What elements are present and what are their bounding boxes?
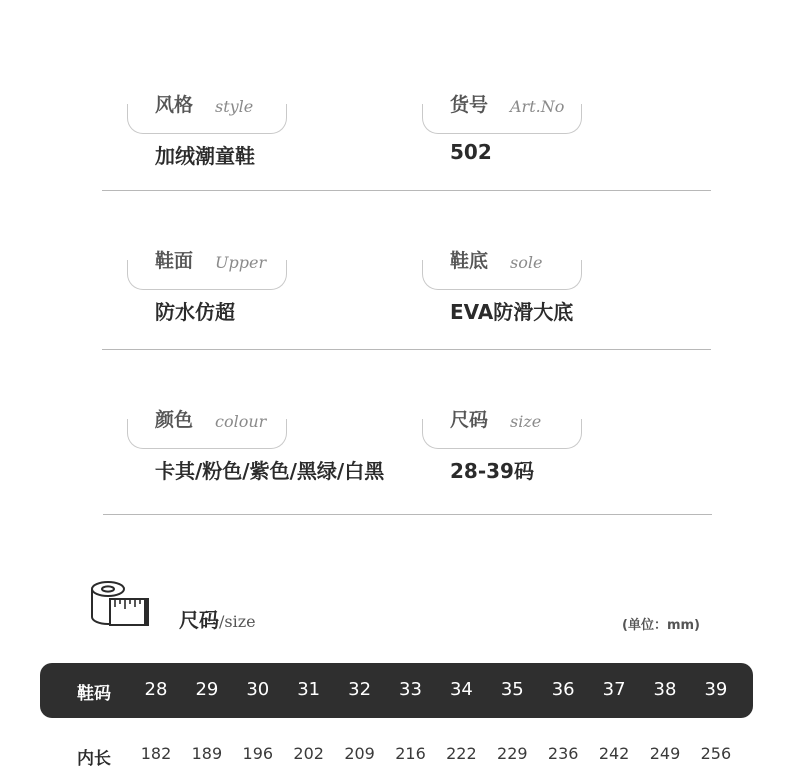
size-cell: 34 [449,679,473,700]
spec-label-en: size [510,412,542,431]
spec-value: 加绒潮童鞋 [155,144,255,168]
size-cell: 32 [348,679,372,700]
size-cell: 35 [500,679,524,700]
measuring-tape-icon [90,579,152,629]
size-title-en: /size [219,612,256,631]
size-cell: 37 [602,679,626,700]
size-title-cn: 尺码 [179,608,219,632]
length-row [40,744,753,770]
length-cell: 222 [446,744,477,763]
size-cell: 31 [297,679,321,700]
spec-label-cn: 风格 [155,94,194,116]
spec-label-cn: 鞋底 [450,250,489,272]
size-cell: 28 [144,679,168,700]
label-pill [422,419,582,449]
length-row-header: 内长 [77,749,111,769]
size-cell: 39 [704,679,728,700]
size-cell: 30 [246,679,270,700]
size-row-header: 鞋码 [77,684,111,704]
spec-label-cn: 颜色 [155,409,194,431]
length-cell: 242 [598,744,630,763]
label-pill [127,104,287,134]
length-cell: 196 [242,744,274,763]
spec-label-en: sole [510,253,543,272]
size-cell: 36 [551,679,575,700]
spec-label-en: colour [215,412,267,431]
length-cell: 209 [344,744,375,763]
size-cell: 29 [195,679,219,700]
spec-value: 卡其/粉色/紫色/黑绿/白黑 [155,459,385,483]
divider [102,190,711,191]
length-cell: 216 [395,744,426,763]
size-cell: 38 [653,679,677,700]
label-pill [422,260,582,290]
divider [103,514,712,515]
spec-value: EVA防滑大底 [450,300,574,324]
unit-label: (单位：mm) [622,618,700,633]
divider [102,349,711,350]
length-cell: 256 [700,744,732,763]
spec-label-cn: 鞋面 [155,250,194,272]
length-cell: 236 [547,744,579,763]
spec-label-en: Upper [215,253,267,272]
length-cell: 229 [497,744,528,763]
spec-value: 防水仿超 [155,300,235,324]
length-cell: 249 [649,744,681,763]
spec-value: 502 [450,140,492,164]
size-cell: 33 [399,679,422,700]
spec-label-cn: 货号 [450,94,489,116]
spec-label-en: style [215,97,254,116]
spec-label-cn: 尺码 [450,409,489,431]
length-cell: 189 [191,744,223,763]
size-row [40,663,753,718]
length-cell: 202 [293,744,324,763]
length-cell: 182 [140,744,172,763]
spec-label-en: Art.No [510,97,565,116]
size-chart-title [179,604,256,633]
spec-value: 28-39码 [450,459,534,483]
